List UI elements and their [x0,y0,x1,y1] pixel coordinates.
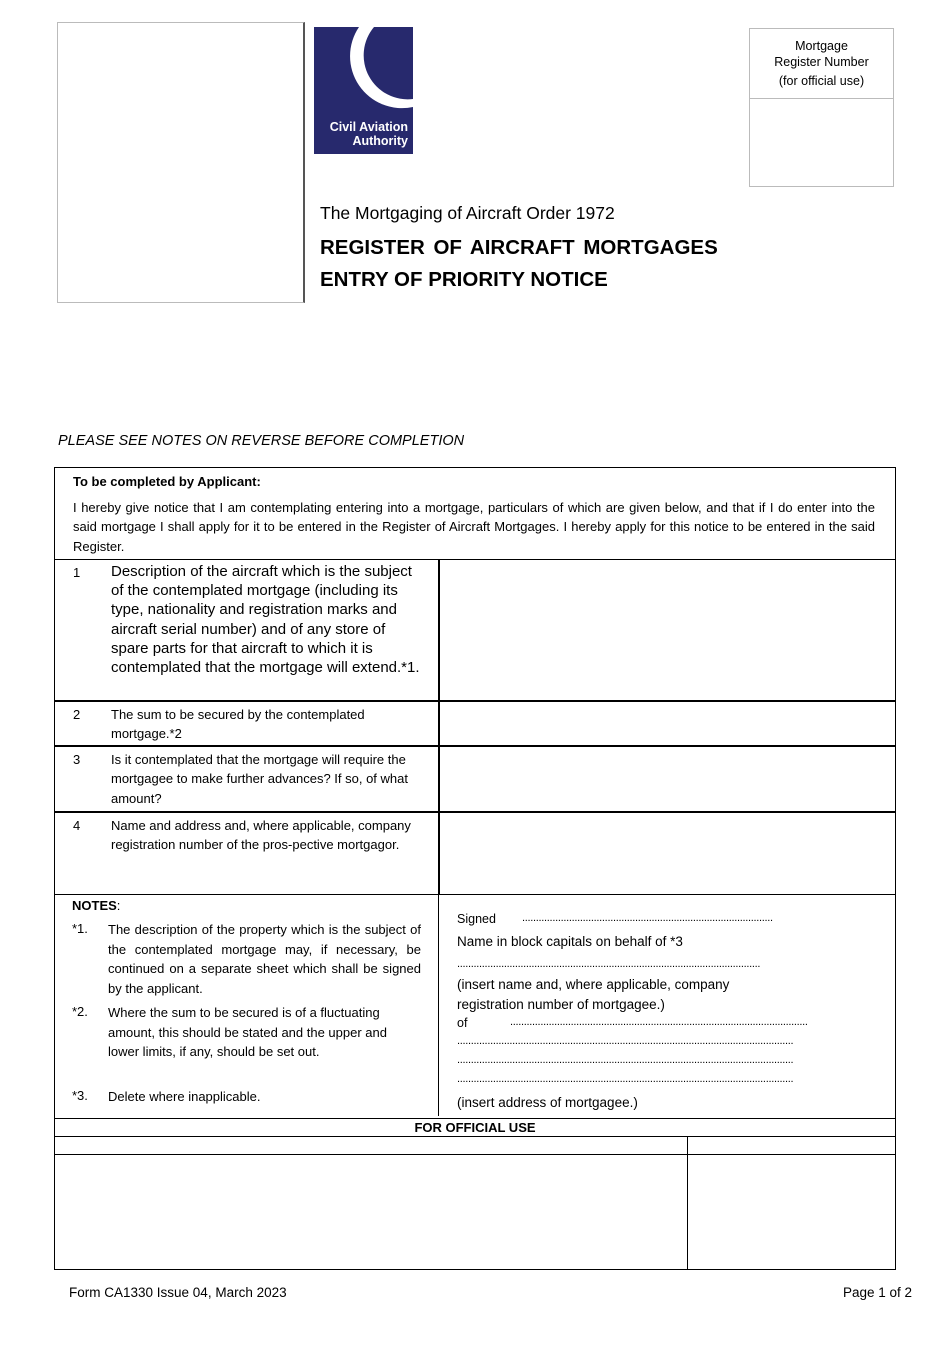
note-text: Delete where inapplicable. [108,1089,261,1104]
note-marker: *1. [72,921,88,936]
register-number-field[interactable] [750,99,893,187]
question-text: The sum to be secured by the contemplated mortgage.*2 [111,707,365,742]
answer-field-aircraft-description[interactable] [440,560,895,700]
name-label: Name in block capitals on behalf of *3 [457,934,683,949]
name-line[interactable]: .............................................................................................................. [457,958,761,970]
form-identifier: Form CA1330 Issue 04, March 2023 [69,1285,287,1300]
official-use-heading: FOR OFFICIAL USE [414,1120,536,1135]
signature-line[interactable]: ........................................................................................... [522,912,773,924]
note-marker: *3. [72,1088,88,1103]
answer-field-further-advances[interactable] [440,747,895,811]
name-hint: (insert name and, where applicable, company registration number of mortgagee.) [457,977,730,1012]
column-divider [687,1136,688,1270]
question-text: Description of the aircraft which is the subject of the contemplated mortgage (including its type, nationality and registration marks and aircraft serial number) and of any store of spare parts for that aircraft to which it is contemplated that the mortgage will extend.*1. [111,563,420,677]
question-number: 1 [73,565,81,580]
of-label: of [457,1016,468,1030]
question-number: 2 [73,707,81,722]
page-number: Page 1 of 2 [843,1285,913,1300]
page-title-line1: REGISTER OF AIRCRAFT MORTGAGES [320,236,718,259]
note-text: Where the sum to be secured is of a fluctuating amount, this should be stated and the upper and lower limits, if any, should be set out. [108,1005,387,1059]
logo-text-line2: Authority [352,134,408,148]
official-use-field[interactable] [689,1155,895,1269]
applicant-declaration: I hereby give notice that I am contemplating entering into a mortgage, particulars of which are given below, and that if I do enter into the said mortgage I shall apply for it to be entered in the Register of Aircraft Mortgages. I hereby apply for this notice to be entered in the said Register. [73,500,875,554]
address-line[interactable]: .......................................................................................................................... [457,1054,794,1066]
register-label-line1: Mortgage [795,39,848,53]
note-text: The description of the property which is the subject of the contemplated mortgage may, if necessary, be continued on a separate sheet which shall be signed by the applicant. [108,922,421,996]
completion-instruction: PLEASE SEE NOTES ON REVERSE BEFORE COMPLETION [58,433,465,449]
question-number: 3 [73,752,81,767]
page-title-line2: ENTRY OF PRIORITY NOTICE [320,268,608,291]
question-text: Is it contemplated that the mortgage will require the mortgagee to make further advances? If so, of what amount? [111,752,408,806]
mortgage-register-number-box [749,28,894,187]
logo-text-line1: Civil Aviation [329,120,408,134]
notes-heading-label: NOTES [72,898,117,913]
register-label-official: (for official use) [778,74,865,88]
divider [54,1136,896,1137]
column-divider [438,895,439,1116]
applicant-heading: To be completed by Applicant: [73,474,261,489]
question-number: 4 [73,818,81,833]
address-hint: (insert address of mortgagee.) [457,1095,638,1110]
address-line[interactable]: .......................................................................................................................... [457,1035,794,1047]
divider [54,1118,896,1119]
note-marker: *2. [72,1004,88,1019]
address-line[interactable]: .......................................................................................................................... [457,1073,794,1085]
caa-logo [314,27,413,154]
official-use-field[interactable] [55,1155,686,1269]
signed-label: Signed [457,912,496,926]
stamp-box [57,22,305,303]
answer-field-sum-secured[interactable] [440,702,895,745]
register-number-label [750,29,893,99]
question-text: Name and address and, where applicable, company registration number of the pros-pective mortgagor. [111,818,411,853]
order-title: The Mortgaging of Aircraft Order 1972 [320,203,615,223]
notes-heading-colon: : [116,898,121,913]
register-label-line2: Register Number [774,54,869,69]
notes-heading [72,898,120,913]
address-line[interactable]: ............................................................................................................ [510,1016,808,1028]
answer-field-mortgagor-details[interactable] [440,813,895,894]
divider [54,894,896,895]
